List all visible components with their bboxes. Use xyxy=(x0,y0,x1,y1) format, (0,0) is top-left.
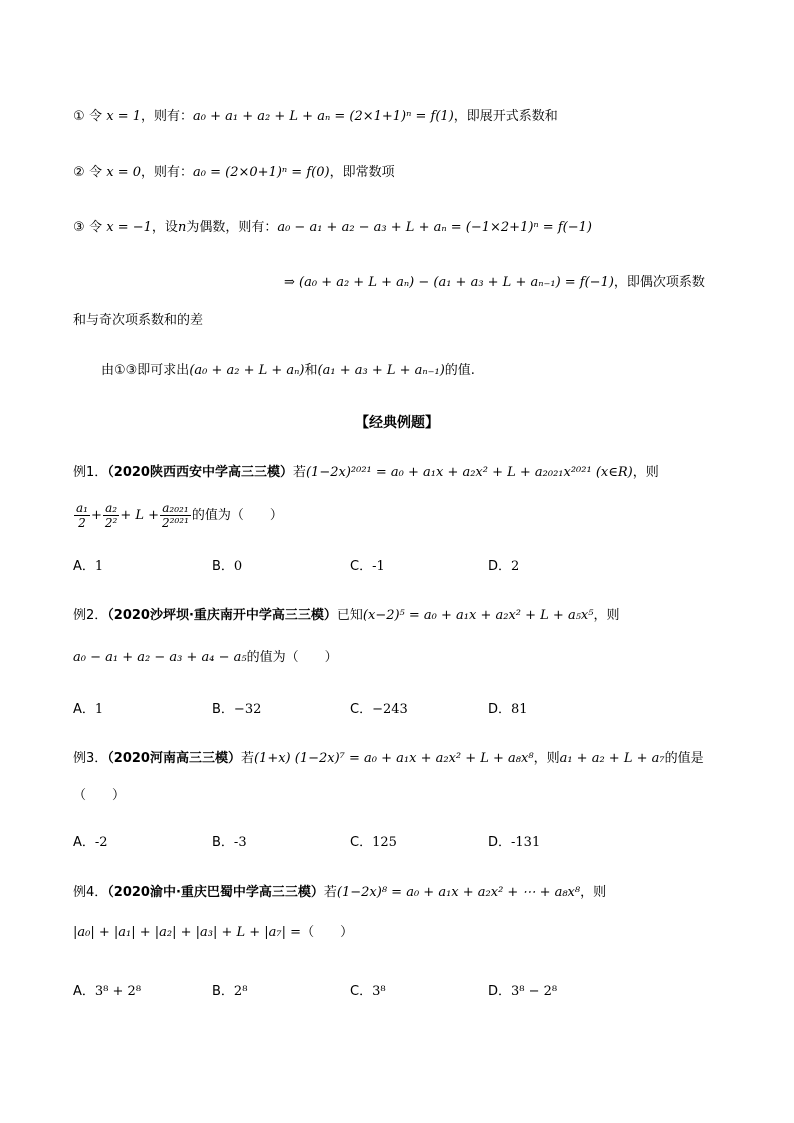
math-expression: a₁ + a₂ + L + a₇ xyxy=(559,751,665,766)
option-b[interactable]: B．0 xyxy=(212,559,243,574)
example-source: （2020河南高三三模） xyxy=(107,751,241,766)
option-d[interactable]: D．81 xyxy=(488,702,528,717)
example-1-stem-line2: $\frac{\text{a₁}}{2}$ + $\frac{\text{a₂}}{\text{2²}}$ + L + $\frac{\text{a₂₀₂₁}}{\text{2²⁰²¹}}$ 的值为（ ） xyxy=(76,501,283,530)
fraction: $\frac{\text{a₂}}{\text{2²}}$ xyxy=(104,501,118,530)
property-3-continuation: ⇒ (a₀ + a₂ + L + aₙ) − (a₁ + a₃ + L + aₙ₋₁) = f(−1)，即偶次项系数 xyxy=(284,275,705,290)
option-a[interactable]: A．1 xyxy=(73,559,104,574)
example-2-options xyxy=(73,698,721,718)
math-expression: a₀ + a₁ + a₂ + L + aₙ = (2×1+1)ⁿ = f(1) xyxy=(193,109,454,124)
property-1: ① 令 x = 1，则有：a₀ + a₁ + a₂ + L + aₙ = (2×1+1)ⁿ = f(1)，即展开式系数和 xyxy=(73,109,558,124)
option-c[interactable]: C．-1 xyxy=(350,559,385,574)
example-2-stem-line2: a₀ − a₁ + a₂ − a₃ + a₄ − a₅的值为（ ） xyxy=(73,650,338,665)
math-expression: a₀ − a₁ + a₂ − a₃ + a₄ − a₅ xyxy=(73,650,247,665)
option-c[interactable]: C．3⁸ xyxy=(350,984,386,999)
example-label: 例3． xyxy=(73,751,108,766)
example-source: （2020陕西西安中学高三三模） xyxy=(107,465,293,480)
section-heading: 【经典例题】 xyxy=(355,415,439,431)
math-expression: a₀ − a₁ + a₂ − a₃ + L + aₙ = (−1×2+1)ⁿ = f(−1) xyxy=(277,220,592,235)
option-a[interactable]: A．1 xyxy=(73,702,104,717)
example-2-stem: 例2．（2020沙坪坝·重庆南开中学高三三模）已知(x−2)⁵ = a₀ + a₁x + a₂x² + L + a₅x⁵，则 xyxy=(73,608,620,623)
math-expression: x = 1 xyxy=(106,109,142,124)
math-expression: a₀ = (2×0+1)ⁿ = f(0) xyxy=(193,165,330,180)
example-4-stem: 例4．（2020渝中·重庆巴蜀中学高三三模）若(1−2x)⁸ = a₀ + a₁x + a₂x² + ⋯ + a₈x⁸，则 xyxy=(73,885,607,900)
example-label: 例4． xyxy=(73,885,108,900)
property-2: ② 令 x = 0，则有：a₀ = (2×0+1)ⁿ = f(0)，即常数项 xyxy=(73,165,395,180)
circle-label: ① xyxy=(73,109,85,124)
example-source: （2020沙坪坝·重庆南开中学高三三模） xyxy=(107,608,337,623)
option-b[interactable]: B．2⁸ xyxy=(212,984,248,999)
option-d[interactable]: D．2 xyxy=(488,559,520,574)
math-expression: (1−2x)²⁰²¹ = a₀ + a₁x + a₂x² + L + a₂₀₂₁x²⁰²¹ (x∈R) xyxy=(305,465,633,480)
math-expression: |a₀| + |a₁| + |a₂| + |a₃| + L + |a₇| = xyxy=(73,925,302,940)
example-source: （2020渝中·重庆巴蜀中学高三三模） xyxy=(107,885,324,900)
example-1-options xyxy=(73,555,721,575)
option-d[interactable]: D．3⁸ − 2⁸ xyxy=(488,984,558,999)
example-label: 例1． xyxy=(73,465,108,480)
option-d[interactable]: D．-131 xyxy=(488,835,541,850)
circle-label: ② xyxy=(73,165,85,180)
option-c[interactable]: C．125 xyxy=(350,835,397,850)
math-expression: (1−2x)⁸ = a₀ + a₁x + a₂x² + ⋯ + a₈x⁸ xyxy=(336,885,581,900)
example-label: 例2． xyxy=(73,608,108,623)
math-expression: (a₀ + a₂ + L + aₙ) xyxy=(189,363,305,378)
conclusion-line: 由①③即可求出(a₀ + a₂ + L + aₙ)和(a₁ + a₃ + L + aₙ₋₁)的值. xyxy=(101,363,475,378)
option-a[interactable]: A．-2 xyxy=(73,835,108,850)
math-expression: (x−2)⁵ = a₀ + a₁x + a₂x² + L + a₅x⁵ xyxy=(362,608,594,623)
option-c[interactable]: C．−243 xyxy=(350,702,408,717)
option-a[interactable]: A．3⁸ + 2⁸ xyxy=(73,984,142,999)
math-expression: x = −1 xyxy=(106,220,152,235)
example-3-stem-line2: （ ） xyxy=(73,788,126,803)
example-1-stem: 例1．（2020陕西西安中学高三三模）若(1−2x)²⁰²¹ = a₀ + a₁x + a₂x² + L + a₂₀₂₁x²⁰²¹ (x∈R)，则 xyxy=(73,465,659,480)
example-3-options xyxy=(73,831,721,851)
fraction: $\frac{\text{a₂₀₂₁}}{\text{2²⁰²¹}}$ xyxy=(162,501,189,530)
option-b[interactable]: B．-3 xyxy=(212,835,247,850)
fraction: $\frac{\text{a₁}}{2}$ xyxy=(76,501,88,530)
math-expression: x = 0 xyxy=(106,165,142,180)
option-b[interactable]: B．−32 xyxy=(212,702,262,717)
math-expression: (a₁ + a₃ + L + aₙ₋₁) xyxy=(317,363,445,378)
example-3-stem: 例3．（2020河南高三三模）若(1+x) (1−2x)⁷ = a₀ + a₁x + a₂x² + L + a₈x⁸，则a₁ + a₂ + L + a₇的值是 xyxy=(73,751,704,766)
math-expression: (1+x) (1−2x)⁷ = a₀ + a₁x + a₂x² + L + a₈x⁸ xyxy=(253,751,534,766)
example-4-stem-line2: |a₀| + |a₁| + |a₂| + |a₃| + L + |a₇| =（ ） xyxy=(73,925,354,940)
circle-label: ③ xyxy=(73,220,85,235)
property-3: ③ 令 x = −1，设n为偶数，则有：a₀ − a₁ + a₂ − a₃ + L + aₙ = (−1×2+1)ⁿ = f(−1) xyxy=(73,220,592,235)
example-4-options xyxy=(73,980,721,1000)
math-expression: ⇒ (a₀ + a₂ + L + aₙ) − (a₁ + a₃ + L + aₙ₋₁) = f(−1) xyxy=(284,275,614,290)
property-3-tail: 和与奇次项系数和的差 xyxy=(73,313,204,328)
